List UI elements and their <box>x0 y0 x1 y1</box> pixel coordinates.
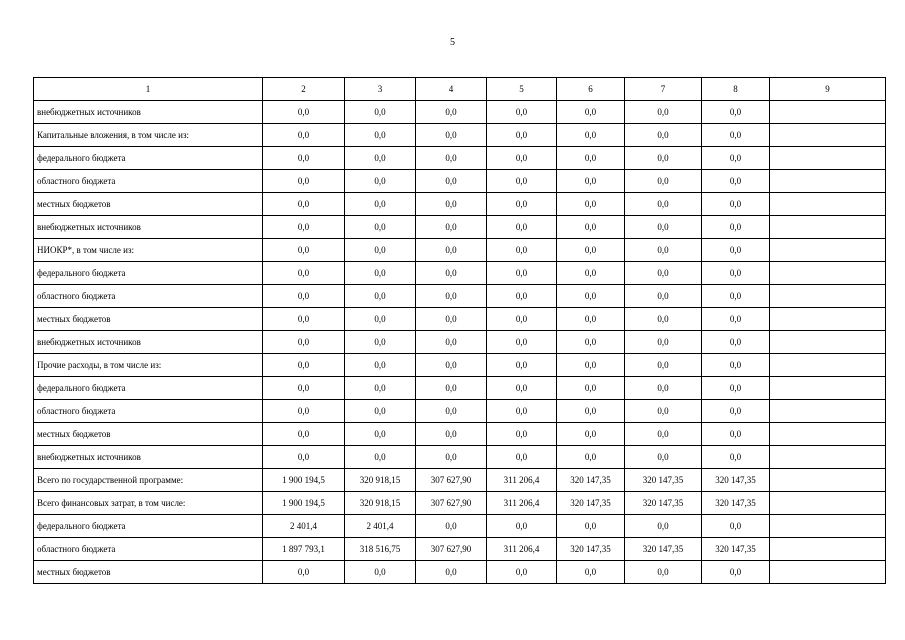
table-row <box>34 308 886 331</box>
row-label: федерального бюджета <box>34 262 263 285</box>
page-number: 5 <box>450 37 455 48</box>
cell-value: 0,0 <box>557 354 625 377</box>
column-header: 2 <box>263 78 345 101</box>
cell-value: 2 401,4 <box>345 515 416 538</box>
cell-value: 0,0 <box>487 400 557 423</box>
cell-value: 0,0 <box>557 561 625 584</box>
cell-value: 0,0 <box>625 216 702 239</box>
cell-value: 0,0 <box>263 262 345 285</box>
cell-value: 0,0 <box>345 446 416 469</box>
row-label: областного бюджета <box>34 170 263 193</box>
cell-value <box>770 400 886 423</box>
cell-value: 0,0 <box>557 239 625 262</box>
cell-value: 1 900 194,5 <box>263 469 345 492</box>
cell-value: 0,0 <box>625 101 702 124</box>
table-row <box>34 170 886 193</box>
cell-value: 0,0 <box>557 170 625 193</box>
cell-value <box>770 331 886 354</box>
row-label: местных бюджетов <box>34 561 263 584</box>
cell-value: 0,0 <box>263 101 345 124</box>
row-label: федерального бюджета <box>34 147 263 170</box>
cell-value <box>770 469 886 492</box>
cell-value: 2 401,4 <box>263 515 345 538</box>
cell-value: 0,0 <box>625 377 702 400</box>
cell-value: 0,0 <box>345 331 416 354</box>
cell-value: 0,0 <box>702 193 770 216</box>
cell-value: 320 147,35 <box>625 538 702 561</box>
cell-value: 0,0 <box>487 193 557 216</box>
cell-value: 0,0 <box>702 354 770 377</box>
cell-value: 0,0 <box>557 262 625 285</box>
cell-value: 0,0 <box>487 308 557 331</box>
cell-value <box>770 124 886 147</box>
cell-value: 0,0 <box>416 308 487 331</box>
row-label: федерального бюджета <box>34 515 263 538</box>
table-row <box>34 538 886 561</box>
cell-value: 0,0 <box>557 124 625 147</box>
cell-value: 307 627,90 <box>416 492 487 515</box>
column-header: 1 <box>34 78 263 101</box>
cell-value: 0,0 <box>702 170 770 193</box>
cell-value <box>770 308 886 331</box>
cell-value: 0,0 <box>263 239 345 262</box>
row-label: областного бюджета <box>34 538 263 561</box>
cell-value: 0,0 <box>702 101 770 124</box>
cell-value: 0,0 <box>557 446 625 469</box>
cell-value: 0,0 <box>557 515 625 538</box>
cell-value <box>770 101 886 124</box>
cell-value: 0,0 <box>625 170 702 193</box>
cell-value: 0,0 <box>416 124 487 147</box>
cell-value: 0,0 <box>625 400 702 423</box>
cell-value: 0,0 <box>416 423 487 446</box>
cell-value: 320 147,35 <box>625 492 702 515</box>
cell-value: 0,0 <box>487 262 557 285</box>
table-row <box>34 561 886 584</box>
cell-value: 0,0 <box>487 423 557 446</box>
cell-value: 0,0 <box>702 423 770 446</box>
cell-value: 0,0 <box>345 400 416 423</box>
cell-value: 0,0 <box>625 354 702 377</box>
cell-value: 0,0 <box>625 147 702 170</box>
cell-value: 0,0 <box>487 446 557 469</box>
cell-value <box>770 446 886 469</box>
column-header: 9 <box>770 78 886 101</box>
row-label: местных бюджетов <box>34 193 263 216</box>
cell-value: 0,0 <box>416 400 487 423</box>
cell-value: 0,0 <box>263 561 345 584</box>
cell-value: 0,0 <box>263 308 345 331</box>
cell-value: 318 516,75 <box>345 538 416 561</box>
cell-value: 0,0 <box>557 308 625 331</box>
cell-value: 0,0 <box>345 193 416 216</box>
cell-value: 0,0 <box>345 423 416 446</box>
table-row <box>34 515 886 538</box>
cell-value: 320 147,35 <box>557 492 625 515</box>
cell-value <box>770 538 886 561</box>
table-row <box>34 285 886 308</box>
table-row <box>34 492 886 515</box>
table-row <box>34 101 886 124</box>
cell-value: 0,0 <box>487 331 557 354</box>
cell-value: 0,0 <box>416 446 487 469</box>
cell-value: 0,0 <box>557 101 625 124</box>
cell-value: 0,0 <box>416 193 487 216</box>
cell-value: 0,0 <box>345 285 416 308</box>
row-label: Прочие расходы, в том числе из: <box>34 354 263 377</box>
table-body <box>34 101 886 584</box>
cell-value: 0,0 <box>416 331 487 354</box>
table-row <box>34 446 886 469</box>
cell-value: 0,0 <box>345 170 416 193</box>
table-row <box>34 331 886 354</box>
cell-value: 0,0 <box>263 400 345 423</box>
column-header: 4 <box>416 78 487 101</box>
cell-value <box>770 216 886 239</box>
table-row <box>34 400 886 423</box>
cell-value: 0,0 <box>263 170 345 193</box>
cell-value: 0,0 <box>487 216 557 239</box>
cell-value: 0,0 <box>625 285 702 308</box>
cell-value: 0,0 <box>345 308 416 331</box>
table-row <box>34 147 886 170</box>
cell-value: 0,0 <box>487 239 557 262</box>
cell-value: 0,0 <box>345 147 416 170</box>
cell-value: 0,0 <box>345 124 416 147</box>
table-row <box>34 423 886 446</box>
cell-value: 0,0 <box>345 239 416 262</box>
cell-value: 0,0 <box>487 515 557 538</box>
table-row <box>34 193 886 216</box>
cell-value: 0,0 <box>625 515 702 538</box>
cell-value: 320 147,35 <box>702 469 770 492</box>
cell-value: 0,0 <box>263 216 345 239</box>
cell-value: 0,0 <box>263 377 345 400</box>
cell-value <box>770 515 886 538</box>
cell-value: 0,0 <box>487 147 557 170</box>
row-label: областного бюджета <box>34 400 263 423</box>
cell-value: 0,0 <box>416 147 487 170</box>
row-label: Всего финансовых затрат, в том числе: <box>34 492 263 515</box>
row-label: областного бюджета <box>34 285 263 308</box>
cell-value: 0,0 <box>416 262 487 285</box>
cell-value: 0,0 <box>345 561 416 584</box>
cell-value: 0,0 <box>263 423 345 446</box>
cell-value: 1 900 194,5 <box>263 492 345 515</box>
cell-value: 0,0 <box>625 423 702 446</box>
cell-value <box>770 354 886 377</box>
row-label: Всего по государственной программе: <box>34 469 263 492</box>
cell-value <box>770 285 886 308</box>
cell-value: 0,0 <box>416 285 487 308</box>
column-header: 6 <box>557 78 625 101</box>
cell-value: 0,0 <box>416 170 487 193</box>
cell-value: 320 147,35 <box>557 469 625 492</box>
cell-value: 0,0 <box>416 216 487 239</box>
cell-value <box>770 239 886 262</box>
cell-value: 1 897 793,1 <box>263 538 345 561</box>
row-label: внебюджетных источников <box>34 331 263 354</box>
cell-value <box>770 492 886 515</box>
cell-value: 0,0 <box>416 377 487 400</box>
cell-value: 0,0 <box>557 331 625 354</box>
row-label: внебюджетных источников <box>34 216 263 239</box>
table-row <box>34 469 886 492</box>
cell-value: 0,0 <box>625 193 702 216</box>
budget-table <box>33 77 886 584</box>
cell-value: 0,0 <box>702 308 770 331</box>
cell-value: 0,0 <box>702 124 770 147</box>
cell-value: 0,0 <box>487 377 557 400</box>
cell-value: 0,0 <box>702 561 770 584</box>
cell-value: 0,0 <box>557 400 625 423</box>
cell-value: 0,0 <box>625 262 702 285</box>
cell-value: 311 206,4 <box>487 538 557 561</box>
table-row <box>34 262 886 285</box>
row-label: внебюджетных источников <box>34 446 263 469</box>
row-label: НИОКР*, в том числе из: <box>34 239 263 262</box>
cell-value: 0,0 <box>702 239 770 262</box>
cell-value: 0,0 <box>416 239 487 262</box>
cell-value <box>770 170 886 193</box>
cell-value: 0,0 <box>487 101 557 124</box>
cell-value: 320 147,35 <box>702 538 770 561</box>
cell-value <box>770 193 886 216</box>
cell-value: 320 918,15 <box>345 469 416 492</box>
cell-value: 0,0 <box>625 561 702 584</box>
row-label: Капитальные вложения, в том числе из: <box>34 124 263 147</box>
cell-value: 0,0 <box>702 400 770 423</box>
cell-value: 311 206,4 <box>487 469 557 492</box>
cell-value: 307 627,90 <box>416 538 487 561</box>
cell-value: 0,0 <box>263 354 345 377</box>
cell-value: 0,0 <box>702 147 770 170</box>
cell-value: 0,0 <box>263 446 345 469</box>
cell-value: 320 918,15 <box>345 492 416 515</box>
cell-value: 0,0 <box>345 262 416 285</box>
cell-value <box>770 147 886 170</box>
cell-value: 0,0 <box>345 354 416 377</box>
cell-value: 0,0 <box>702 262 770 285</box>
cell-value: 0,0 <box>557 147 625 170</box>
column-header: 3 <box>345 78 416 101</box>
table-row <box>34 354 886 377</box>
cell-value: 0,0 <box>702 285 770 308</box>
cell-value: 307 627,90 <box>416 469 487 492</box>
cell-value: 0,0 <box>702 377 770 400</box>
cell-value: 0,0 <box>625 124 702 147</box>
cell-value: 320 147,35 <box>557 538 625 561</box>
cell-value: 320 147,35 <box>625 469 702 492</box>
cell-value: 0,0 <box>345 101 416 124</box>
cell-value <box>770 262 886 285</box>
cell-value: 0,0 <box>702 331 770 354</box>
cell-value: 320 147,35 <box>702 492 770 515</box>
cell-value: 0,0 <box>625 239 702 262</box>
cell-value: 0,0 <box>702 216 770 239</box>
cell-value: 0,0 <box>416 515 487 538</box>
cell-value: 311 206,4 <box>487 492 557 515</box>
cell-value: 0,0 <box>557 193 625 216</box>
cell-value: 0,0 <box>263 285 345 308</box>
cell-value: 0,0 <box>263 147 345 170</box>
cell-value: 0,0 <box>487 170 557 193</box>
cell-value: 0,0 <box>345 216 416 239</box>
row-label: федерального бюджета <box>34 377 263 400</box>
cell-value: 0,0 <box>416 561 487 584</box>
cell-value: 0,0 <box>263 193 345 216</box>
cell-value: 0,0 <box>416 354 487 377</box>
cell-value: 0,0 <box>702 446 770 469</box>
cell-value: 0,0 <box>263 331 345 354</box>
table-row <box>34 216 886 239</box>
column-header: 5 <box>487 78 557 101</box>
cell-value: 0,0 <box>625 308 702 331</box>
cell-value: 0,0 <box>345 377 416 400</box>
column-header: 8 <box>702 78 770 101</box>
cell-value: 0,0 <box>702 515 770 538</box>
cell-value <box>770 377 886 400</box>
cell-value <box>770 423 886 446</box>
cell-value: 0,0 <box>416 101 487 124</box>
cell-value: 0,0 <box>625 446 702 469</box>
cell-value: 0,0 <box>487 124 557 147</box>
cell-value: 0,0 <box>557 423 625 446</box>
cell-value: 0,0 <box>487 285 557 308</box>
cell-value: 0,0 <box>263 124 345 147</box>
table-header-row <box>34 78 886 101</box>
cell-value: 0,0 <box>557 285 625 308</box>
row-label: местных бюджетов <box>34 308 263 331</box>
row-label: внебюджетных источников <box>34 101 263 124</box>
table-row <box>34 239 886 262</box>
column-header: 7 <box>625 78 702 101</box>
cell-value <box>770 561 886 584</box>
cell-value: 0,0 <box>625 331 702 354</box>
cell-value: 0,0 <box>487 354 557 377</box>
cell-value: 0,0 <box>557 377 625 400</box>
table-row <box>34 377 886 400</box>
table-row <box>34 124 886 147</box>
cell-value: 0,0 <box>557 216 625 239</box>
row-label: местных бюджетов <box>34 423 263 446</box>
cell-value: 0,0 <box>487 561 557 584</box>
